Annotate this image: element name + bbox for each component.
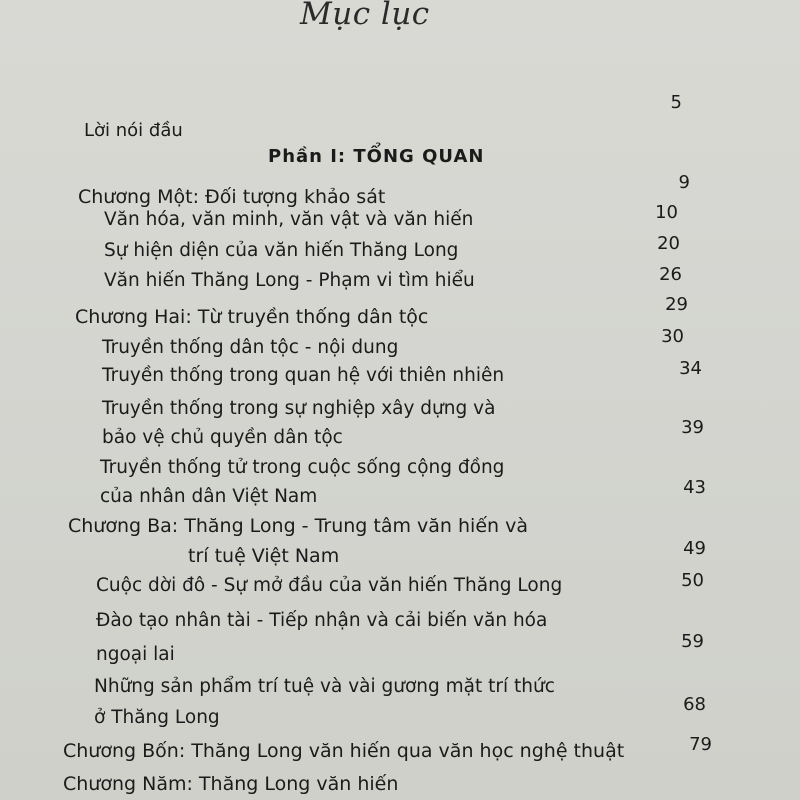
chapter-entry: Chương Hai: Từ truyền thống dân tộc	[75, 306, 429, 328]
part-heading: Phần I: TỔNG QUAN	[268, 146, 485, 167]
section-entry: Truyền thống trong sự nghiệp xây dựng và	[102, 398, 496, 419]
page-number: 10	[655, 202, 678, 223]
section-entry: Truyền thống dân tộc - nội dung	[102, 337, 399, 358]
page-number: 30	[661, 326, 684, 347]
chapter-entry-cont: trí tuệ Việt Nam	[188, 545, 340, 567]
chapter-entry: Chương Ba: Thăng Long - Trung tâm văn hiến và	[68, 515, 528, 537]
page-number: 39	[681, 417, 704, 438]
page-number: 34	[679, 358, 702, 379]
page-number: 68	[683, 694, 706, 715]
preface-page-number: 5	[670, 92, 682, 113]
page-number: 49	[683, 538, 706, 559]
chapter-entry: Chương Bốn: Thăng Long văn hiến qua văn học nghệ thuật	[63, 740, 625, 762]
section-entry-cont: bảo vệ chủ quyền dân tộc	[102, 427, 343, 448]
page-number: 50	[681, 570, 704, 591]
chapter-entry: Chương Một: Đối tượng khảo sát	[78, 186, 386, 208]
section-entry: Sự hiện diện của văn hiến Thăng Long	[104, 240, 459, 261]
page-title: Mục lục	[300, 0, 430, 32]
section-entry: Truyền thống tử trong cuộc sống cộng đồng	[100, 457, 505, 478]
section-entry-cont: ngoại lai	[96, 644, 175, 665]
page-number: 43	[683, 477, 706, 498]
section-entry-cont: của nhân dân Việt Nam	[100, 486, 318, 507]
page-number: 20	[657, 233, 680, 254]
section-entry: Cuộc dời đô - Sự mở đầu của văn hiến Thăng Long	[96, 575, 563, 596]
page-number: 29	[665, 294, 688, 315]
page-number: 79	[689, 734, 712, 755]
section-entry: Văn hiến Thăng Long - Phạm vi tìm hiểu	[104, 270, 475, 291]
section-entry: Truyền thống trong quan hệ với thiên nhiên	[102, 365, 505, 386]
section-entry: Đào tạo nhân tài - Tiếp nhận và cải biến văn hóa	[96, 610, 548, 631]
page-number: 26	[659, 264, 682, 285]
section-entry-cont: ở Thăng Long	[94, 707, 220, 728]
preface-entry: Lời nói đầu	[84, 120, 183, 141]
page-number: 9	[678, 172, 690, 193]
section-entry: Văn hóa, văn minh, văn vật và văn hiến	[104, 209, 474, 230]
page-number: 59	[681, 631, 704, 652]
section-entry: Những sản phẩm trí tuệ và vài gương mặt trí thức	[94, 676, 555, 697]
chapter-entry: Chương Năm: Thăng Long văn hiến	[63, 773, 399, 795]
